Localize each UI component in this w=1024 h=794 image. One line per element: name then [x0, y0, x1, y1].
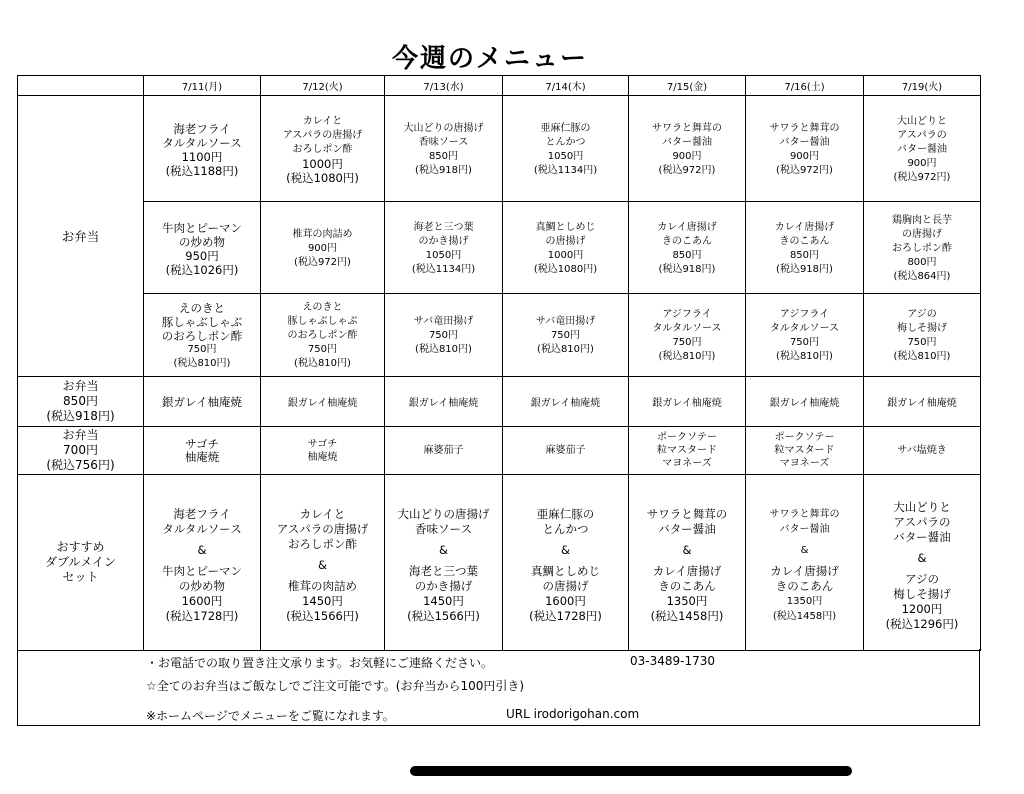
footer-homepage-note: ※ホームページでメニューをご覧になれます。	[146, 709, 395, 723]
menu-cell: アジフライ タルタルソース 750円 (税込810円)	[769, 309, 840, 362]
bento-row-2	[18, 202, 981, 294]
menu-cell: アジフライ タルタルソース 750円 (税込810円)	[652, 309, 722, 362]
menu-cell: えのきと 豚しゃぶしゃぶ のおろしポン酢 750円 (税込810円)	[287, 302, 358, 369]
footer-order-note: ・お電話での取り置き注文承ります。お気軽にご連絡ください。	[146, 656, 494, 670]
menu-cell: サワラと舞茸の バター醤油 900円 (税込972円)	[652, 122, 722, 176]
menu-cell: 銀ガレイ柚庵焼	[261, 377, 385, 427]
double-cell: 大山どりと アスパラの バター醤油 & アジの 梅しそ揚げ 1200円 (税込1296円)	[885, 499, 959, 631]
double-main-label: おすすめ ダブルメイン セット	[18, 475, 144, 651]
menu-cell: えのきと 豚しゃぶしゃぶ のおろしポン酢 750円 (税込810円)	[161, 301, 243, 369]
double-cell: 亜麻仁豚の とんかつ & 真鯛としめじ の唐揚げ 1600円 (税込1728円)	[529, 507, 602, 623]
menu-cell: サバ竜田揚げ 750円 (税込810円)	[535, 316, 596, 355]
menu-cell: 銀ガレイ柚庵焼	[746, 377, 864, 427]
page-title: 今週のメニュー	[391, 44, 588, 74]
menu-cell: サバ竜田揚げ 750円 (税込810円)	[413, 316, 474, 355]
menu-cell: サゴチ 柚庵焼	[261, 427, 385, 475]
double-cell: サワラと舞茸の バター醤油 & カレイ唐揚げ きのこあん 1350円 (税込1458円)	[769, 509, 840, 622]
bento-row-3	[18, 294, 981, 377]
menu-cell: 麻婆茄子	[385, 427, 503, 475]
double-main-row	[18, 475, 981, 651]
date-header: 7/12(火)	[261, 76, 385, 96]
menu-cell: 牛肉とピーマン の炒め物 950円 (税込1026円)	[161, 220, 243, 277]
date-header: 7/11(月)	[144, 76, 261, 96]
date-header: 7/15(金)	[629, 76, 746, 96]
double-cell: サワラと舞茸の バター醤油 & カレイ唐揚げ きのこあん 1350円 (税込1458円)	[646, 507, 728, 623]
footer-notes	[17, 649, 980, 726]
footer-url[interactable]: URL irodorigohan.com	[506, 707, 640, 721]
footer-phone[interactable]: 03-3489-1730	[630, 654, 716, 668]
menu-cell: 亜麻仁豚の とんかつ 1050円 (税込1134円)	[533, 122, 598, 176]
double-cell: カレイと アスパラの唐揚げ おろしポン酢 & 椎茸の肉詰め 1450円 (税込1566円)	[276, 507, 369, 623]
bento-label: お弁当	[18, 96, 144, 377]
menu-cell: サワラと舞茸の バター醤油 900円 (税込972円)	[769, 122, 840, 176]
date-header: 7/13(水)	[385, 76, 503, 96]
menu-cell: 鶏胸肉と長芋 の唐揚げ おろしポン酢 800円 (税込864円)	[892, 214, 952, 282]
double-cell: 大山どりの唐揚げ 香味ソース & 海老と三つ葉 のかき揚げ 1450円 (税込1566円)	[397, 507, 490, 623]
menu-cell: 銀ガレイ柚庵焼	[629, 377, 746, 427]
home-indicator-bar[interactable]	[410, 766, 852, 776]
menu-cell: 銀ガレイ柚庵焼	[503, 377, 629, 427]
menu-table	[17, 75, 981, 651]
menu-cell: 海老フライ タルタルソース 1100円 (税込1188円)	[162, 121, 242, 178]
menu-cell: カレイと アスパラの唐揚げ おろしポン酢 1000円 (税込1080円)	[282, 115, 363, 185]
date-header: 7/14(木)	[503, 76, 629, 96]
bento-700-label: お弁当 700円 (税込756円)	[18, 427, 144, 475]
menu-cell: 麻婆茄子	[503, 427, 629, 475]
bento-700-row	[18, 427, 981, 475]
menu-cell: ポークソテー 粒マスタード マヨネーズ	[746, 427, 864, 475]
menu-cell: 大山どりの唐揚げ 香味ソース 850円 (税込918円)	[403, 122, 484, 176]
double-cell: 海老フライ タルタルソース & 牛肉とピーマン の炒め物 1600円 (税込1728円)	[161, 507, 243, 623]
menu-cell: サゴチ 柚庵焼	[144, 427, 261, 475]
menu-cell: 銀ガレイ柚庵焼	[385, 377, 503, 427]
bento-850-label: お弁当 850円 (税込918円)	[18, 377, 144, 427]
corner-cell	[18, 76, 144, 96]
date-header: 7/19(火)	[864, 76, 981, 96]
menu-cell: アジの 梅しそ揚げ 750円 (税込810円)	[893, 309, 951, 362]
date-header: 7/16(土)	[746, 76, 864, 96]
date-header-row	[18, 76, 981, 96]
menu-cell: 真鯛としめじ の唐揚げ 1000円 (税込1080円)	[533, 221, 598, 275]
menu-cell: カレイ唐揚げ きのこあん 850円 (税込918円)	[774, 221, 835, 275]
footer-rice-note: ☆全てのお弁当はご飯なしでご注文可能です。(お弁当から100円引き)	[146, 679, 525, 693]
menu-cell: カレイ唐揚げ きのこあん 850円 (税込918円)	[657, 221, 717, 275]
menu-cell: 銀ガレイ柚庵焼	[144, 377, 261, 427]
bento-row-1	[18, 96, 981, 202]
menu-cell: 銀ガレイ柚庵焼	[864, 377, 981, 427]
menu-cell: ポークソテー 粒マスタード マヨネーズ	[629, 427, 746, 475]
bento-850-row	[18, 377, 981, 427]
menu-cell: 大山どりと アスパラの バター醤油 900円 (税込972円)	[893, 115, 951, 183]
menu-cell: 海老と三つ葉 のかき揚げ 1050円 (税込1134円)	[411, 221, 476, 275]
menu-cell: 椎茸の肉詰め 900円 (税込972円)	[292, 228, 353, 268]
menu-cell: サバ塩焼き	[864, 427, 981, 475]
